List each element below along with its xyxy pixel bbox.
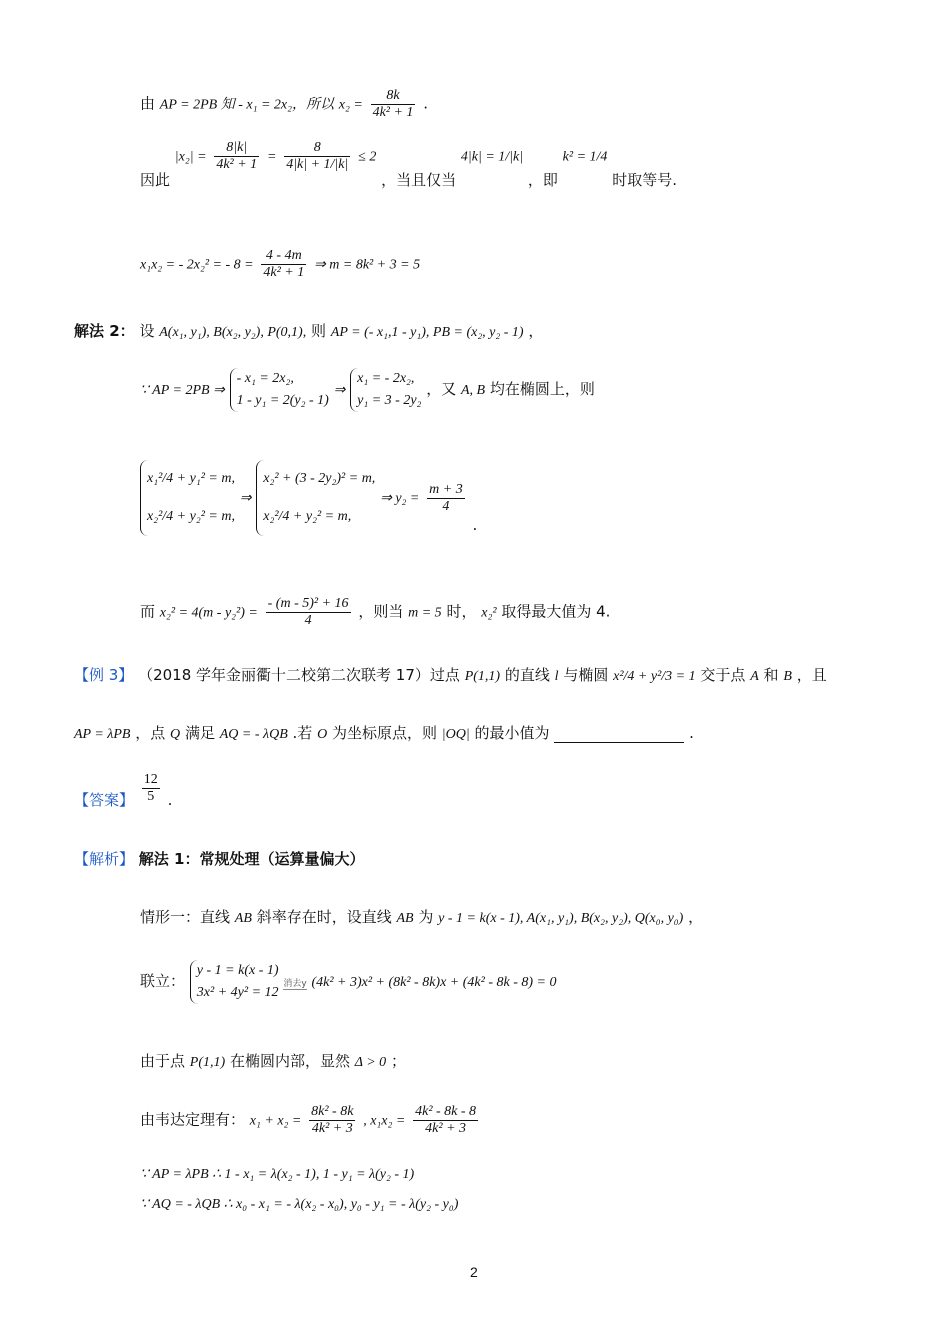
- page-number: 2: [470, 1264, 478, 1280]
- case-1-line: 情形一：直线 AB 斜率存在时，设直线 AB 为 y - 1 = k(x - 1), A(x₁, y₁), B(x₂, y₂), Q(x₀, y₀) ，: [140, 908, 704, 926]
- line-3: x₁x₂ = - 2x₂² = - 8 = $\frac{4 - 4m}{\text{4k² + 1}}$ ⇒ m = 8k² + 3 = 5: [140, 248, 421, 280]
- system-brace: x₁ = - 2x₂, y₁ = 3 - 2y₂: [350, 368, 421, 412]
- fraction: $\frac{4 - 4m}{\text{4k² + 1}}$: [263, 248, 305, 280]
- fraction: $\frac{\text{8k² - 8k}}{\text{4k² + 3}}$: [311, 1104, 354, 1136]
- system-brace: y - 1 = k(x - 1) 3x² + 4y² = 12: [190, 960, 279, 1004]
- fraction: $\frac{m + 3}{4}$: [429, 481, 463, 514]
- fraction: $\frac{\text{4k² - 8k - 8}}{\text{4k² + 3}}$: [415, 1104, 477, 1136]
- fraction: $\frac{8}{4|k| + 1/|k|}$: [286, 140, 349, 172]
- relation-line-1: ∵ AP = λPB ∴ 1 - x₁ = λ(x₂ - 1), 1 - y₁ = λ(y₂ - 1): [140, 1167, 415, 1182]
- solution-2-intro: 解法 2： 设 A(x₁, y₁), B(x₂, y₂), P(0,1), 则 AP = (- x₁,1 - y₁), PB = (x₂, y₂ - 1) ，: [74, 322, 544, 340]
- vector-relation: ∵ AP = 2PB ⇒ - x₁ = 2x₂, 1 - y₁ = 2(y₂ - 1) ⇒ x₁ = - 2x₂, y₁ = 3 - 2y₂ ，又 A, B 均在椭圆上，则: [140, 368, 595, 412]
- relation-line-2: ∵ AQ = - λQB ∴ x₀ - x₁ = - λ(x₂ - x₀), y₀ - y₁ = - λ(y₂ - y₀): [140, 1197, 459, 1212]
- answer-tag: 【答案】: [74, 790, 135, 809]
- example-3-line-2: AP = λPB ，点 Q 满足 AQ = - λQB .若 O 为坐标原点，则 |OQ| 的最小值为 .: [74, 724, 694, 742]
- simultaneous-line: 联立： y - 1 = k(x - 1) 3x² + 4y² = 12 消去y (4k² + 3)x² + (8k² - 8k)x + (4k² - 8k - 8) = 0: [140, 960, 556, 1004]
- line-1: 由 AP = 2PB 知 - x₁ = 2x₂，所以 x₂ = $\frac{8k}{\text{4k² + 1}}$ .: [140, 88, 428, 120]
- answer-line: 【答案】 $\frac{12}{5}$ .: [74, 772, 173, 809]
- answer-fraction: $\frac{12}{5}$: [143, 772, 158, 804]
- fraction: $\frac{8k}{\text{4k² + 1}}$: [372, 88, 414, 120]
- example-tag: 【例 3】: [74, 666, 134, 684]
- system-brace: x₁²/4 + y₁² = m, x₂²/4 + y₂² = m,: [140, 460, 235, 536]
- ellipse-system: x₁²/4 + y₁² = m, x₂²/4 + y₂² = m, ⇒ x₂² + (3 - 2y₂)² = m, x₂²/4 + y₂² = m, ⇒ y₂ = $\frac{m + 3}{4}$ .: [140, 460, 477, 536]
- line-2: 因此 |x₂| = $\frac{8|k|}{\text{4k² + 1}}$ = $\frac{8}{4|k| + 1/|k|}$ ≤ 2 ，当且仅当 4|k| = 1/|k| ，即 k² = 1/4 时取等号.: [140, 140, 677, 189]
- analysis-header: 【解析】 解法 1：常规处理（运算量偏大）: [74, 850, 365, 868]
- system-brace: x₂² + (3 - 2y₂)² = m, x₂²/4 + y₂² = m,: [256, 460, 375, 536]
- system-brace: - x₁ = 2x₂, 1 - y₁ = 2(y₂ - 1): [230, 368, 329, 412]
- vieta-line: 由韦达定理有： x₁ + x₂ = $\frac{\text{8k² - 8k}}{\text{4k² + 3}}$ , x₁x₂ = $\frac{\text{4k² - 8k - 8}}{\text{4k² + 3}}$: [140, 1104, 477, 1136]
- interior-line: 由于点 P(1,1) 在椭圆内部，显然 Δ > 0 ；: [140, 1052, 406, 1070]
- analysis-tag: 【解析】: [74, 850, 135, 868]
- answer-blank: [554, 728, 684, 743]
- example-3-line-1: 【例 3】 （2018 学年金丽衢十二校第二次联考 17）过点 P(1,1) 的直线 l 与椭圆 x²/4 + y²/3 = 1 交于点 A 和 B ，且: [74, 666, 827, 684]
- fraction: $\frac{\text{- (m - 5)² + 16}}{4}$: [267, 596, 349, 628]
- eliminate-y-arrow: 消去y: [283, 979, 307, 989]
- max-value-line: 而 x₂² = 4(m - y₂²) = $\frac{\text{- (m - 5)² + 16}}{4}$ ，则当 m = 5 时， x₂² 取得最大值为 4.: [140, 596, 611, 628]
- fraction: $\frac{8|k|}{\text{4k² + 1}}$: [216, 140, 258, 172]
